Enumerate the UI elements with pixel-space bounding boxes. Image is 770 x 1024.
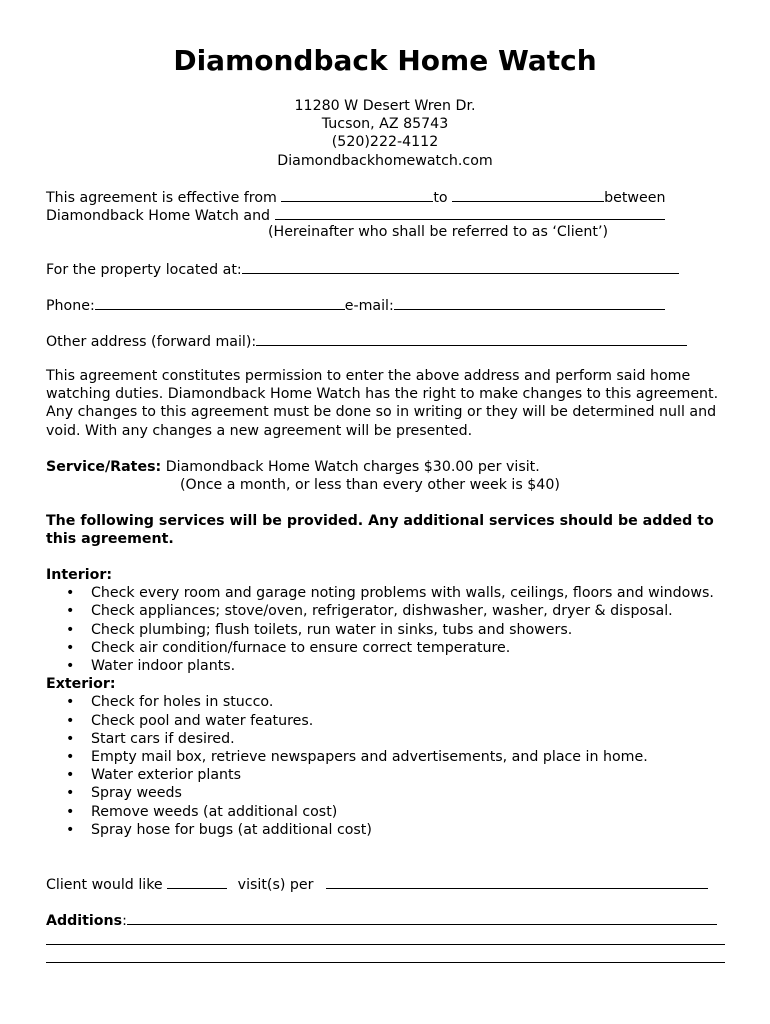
property-label: For the property located at: (46, 262, 242, 278)
list-item: • Check pool and water features. (66, 712, 314, 729)
bullet-icon: • (66, 730, 75, 747)
list-item: • Check plumbing; flush toilets, run water in sinks, tubs and showers. (66, 621, 573, 638)
bullet-icon: • (66, 639, 75, 656)
list-item: • Check for holes in stucco. (66, 694, 274, 711)
other-address-field[interactable] (256, 331, 687, 346)
interior-list (46, 584, 736, 675)
interior-heading: Interior: (46, 567, 113, 583)
additions-field-1[interactable] (127, 910, 717, 925)
exterior-heading: Exterior: (46, 676, 116, 693)
bullet-icon: • (66, 658, 75, 675)
list-item: • Start cars if desired. (66, 730, 235, 747)
list-item: • Remove weeds (at additional cost) (66, 803, 338, 820)
effective-from-label: This agreement is effective from (46, 190, 277, 206)
bullet-icon: • (66, 621, 75, 638)
exterior-list (46, 693, 736, 839)
phone-field[interactable] (95, 295, 345, 310)
rates-line (46, 458, 540, 476)
company-phone: (520)222-4112 (331, 134, 439, 151)
visit-count-field[interactable] (167, 874, 227, 889)
visits-line (46, 874, 708, 894)
interior-section (46, 566, 736, 839)
additions-colon: : (122, 913, 127, 929)
bullet-icon: • (66, 767, 75, 784)
property-line (46, 259, 679, 279)
visit-frequency-field[interactable] (326, 874, 708, 889)
additions-field-3[interactable] (46, 962, 725, 963)
bullet-icon: • (66, 785, 75, 802)
client-name-field[interactable] (275, 205, 665, 220)
end-date-field[interactable] (452, 187, 604, 202)
bullet-icon: • (66, 603, 75, 620)
company-address (0, 97, 770, 170)
party-label: Diamondback Home Watch and (46, 208, 271, 224)
rates-note: (Once a month, or less than every other week is $40) (180, 477, 560, 493)
bullet-icon: • (66, 821, 75, 838)
list-item: • Spray weeds (66, 785, 182, 802)
hereinafter-note: (Hereinafter who shall be referred to as ‘Client’) (268, 224, 608, 240)
other-address-label: Other address (forward mail): (46, 334, 257, 350)
contact-line (46, 295, 665, 315)
email-field[interactable] (394, 295, 665, 310)
list-item: • Check every room and garage noting problems with walls, ceilings, floors and windows. (66, 585, 714, 602)
phone-label: Phone: (46, 298, 95, 314)
rates-text: Diamondback Home Watch charges $30.00 per visit. (165, 459, 540, 475)
list-item: • Check appliances; stove/oven, refrigerator, dishwasher, washer, dryer & disposal. (66, 603, 673, 620)
city-state-zip: Tucson, AZ 85743 (321, 116, 449, 133)
bullet-icon: • (66, 803, 75, 820)
bullet-icon: • (66, 749, 75, 766)
list-item: • Water exterior plants (66, 767, 241, 784)
list-item: • Water indoor plants. (66, 658, 236, 675)
other-address-line (46, 331, 687, 351)
street-address: 11280 W Desert Wren Dr. (294, 98, 476, 114)
services-heading: The following services will be provided. Any additional services should be added to this agreement. (46, 513, 714, 548)
bullet-icon: • (66, 694, 75, 711)
bullet-icon: • (66, 585, 75, 602)
list-item: • Spray hose for bugs (at additional cost) (66, 821, 372, 838)
permission-paragraph: This agreement constitutes permission to enter the above address and perform said home watching duties. Diamondback Home Watch has the right to make changes to this agreement. Any changes to this agreement must be done so in writing or they will be determined null and void. With any changes a new agreement will be presented. (46, 368, 719, 439)
additions-field-2[interactable] (46, 944, 725, 945)
visits-middle: visit(s) per (237, 877, 314, 893)
additions-line (46, 910, 717, 930)
document-title: Diamondback Home Watch (173, 44, 597, 77)
rates-label: Service/Rates: (46, 459, 162, 475)
between-label: between (604, 190, 666, 206)
to-label: to (433, 190, 448, 206)
bullet-icon: • (66, 712, 75, 729)
property-address-field[interactable] (242, 259, 679, 274)
additions-label: Additions (46, 913, 123, 929)
email-label: e-mail: (344, 298, 394, 314)
visits-prefix: Client would like (46, 877, 163, 893)
company-website: Diamondbackhomewatch.com (277, 152, 493, 169)
start-date-field[interactable] (281, 187, 433, 202)
list-item: • Empty mail box, retrieve newspapers and advertisements, and place in home. (66, 749, 648, 766)
list-item: • Check air condition/furnace to ensure correct temperature. (66, 639, 511, 656)
